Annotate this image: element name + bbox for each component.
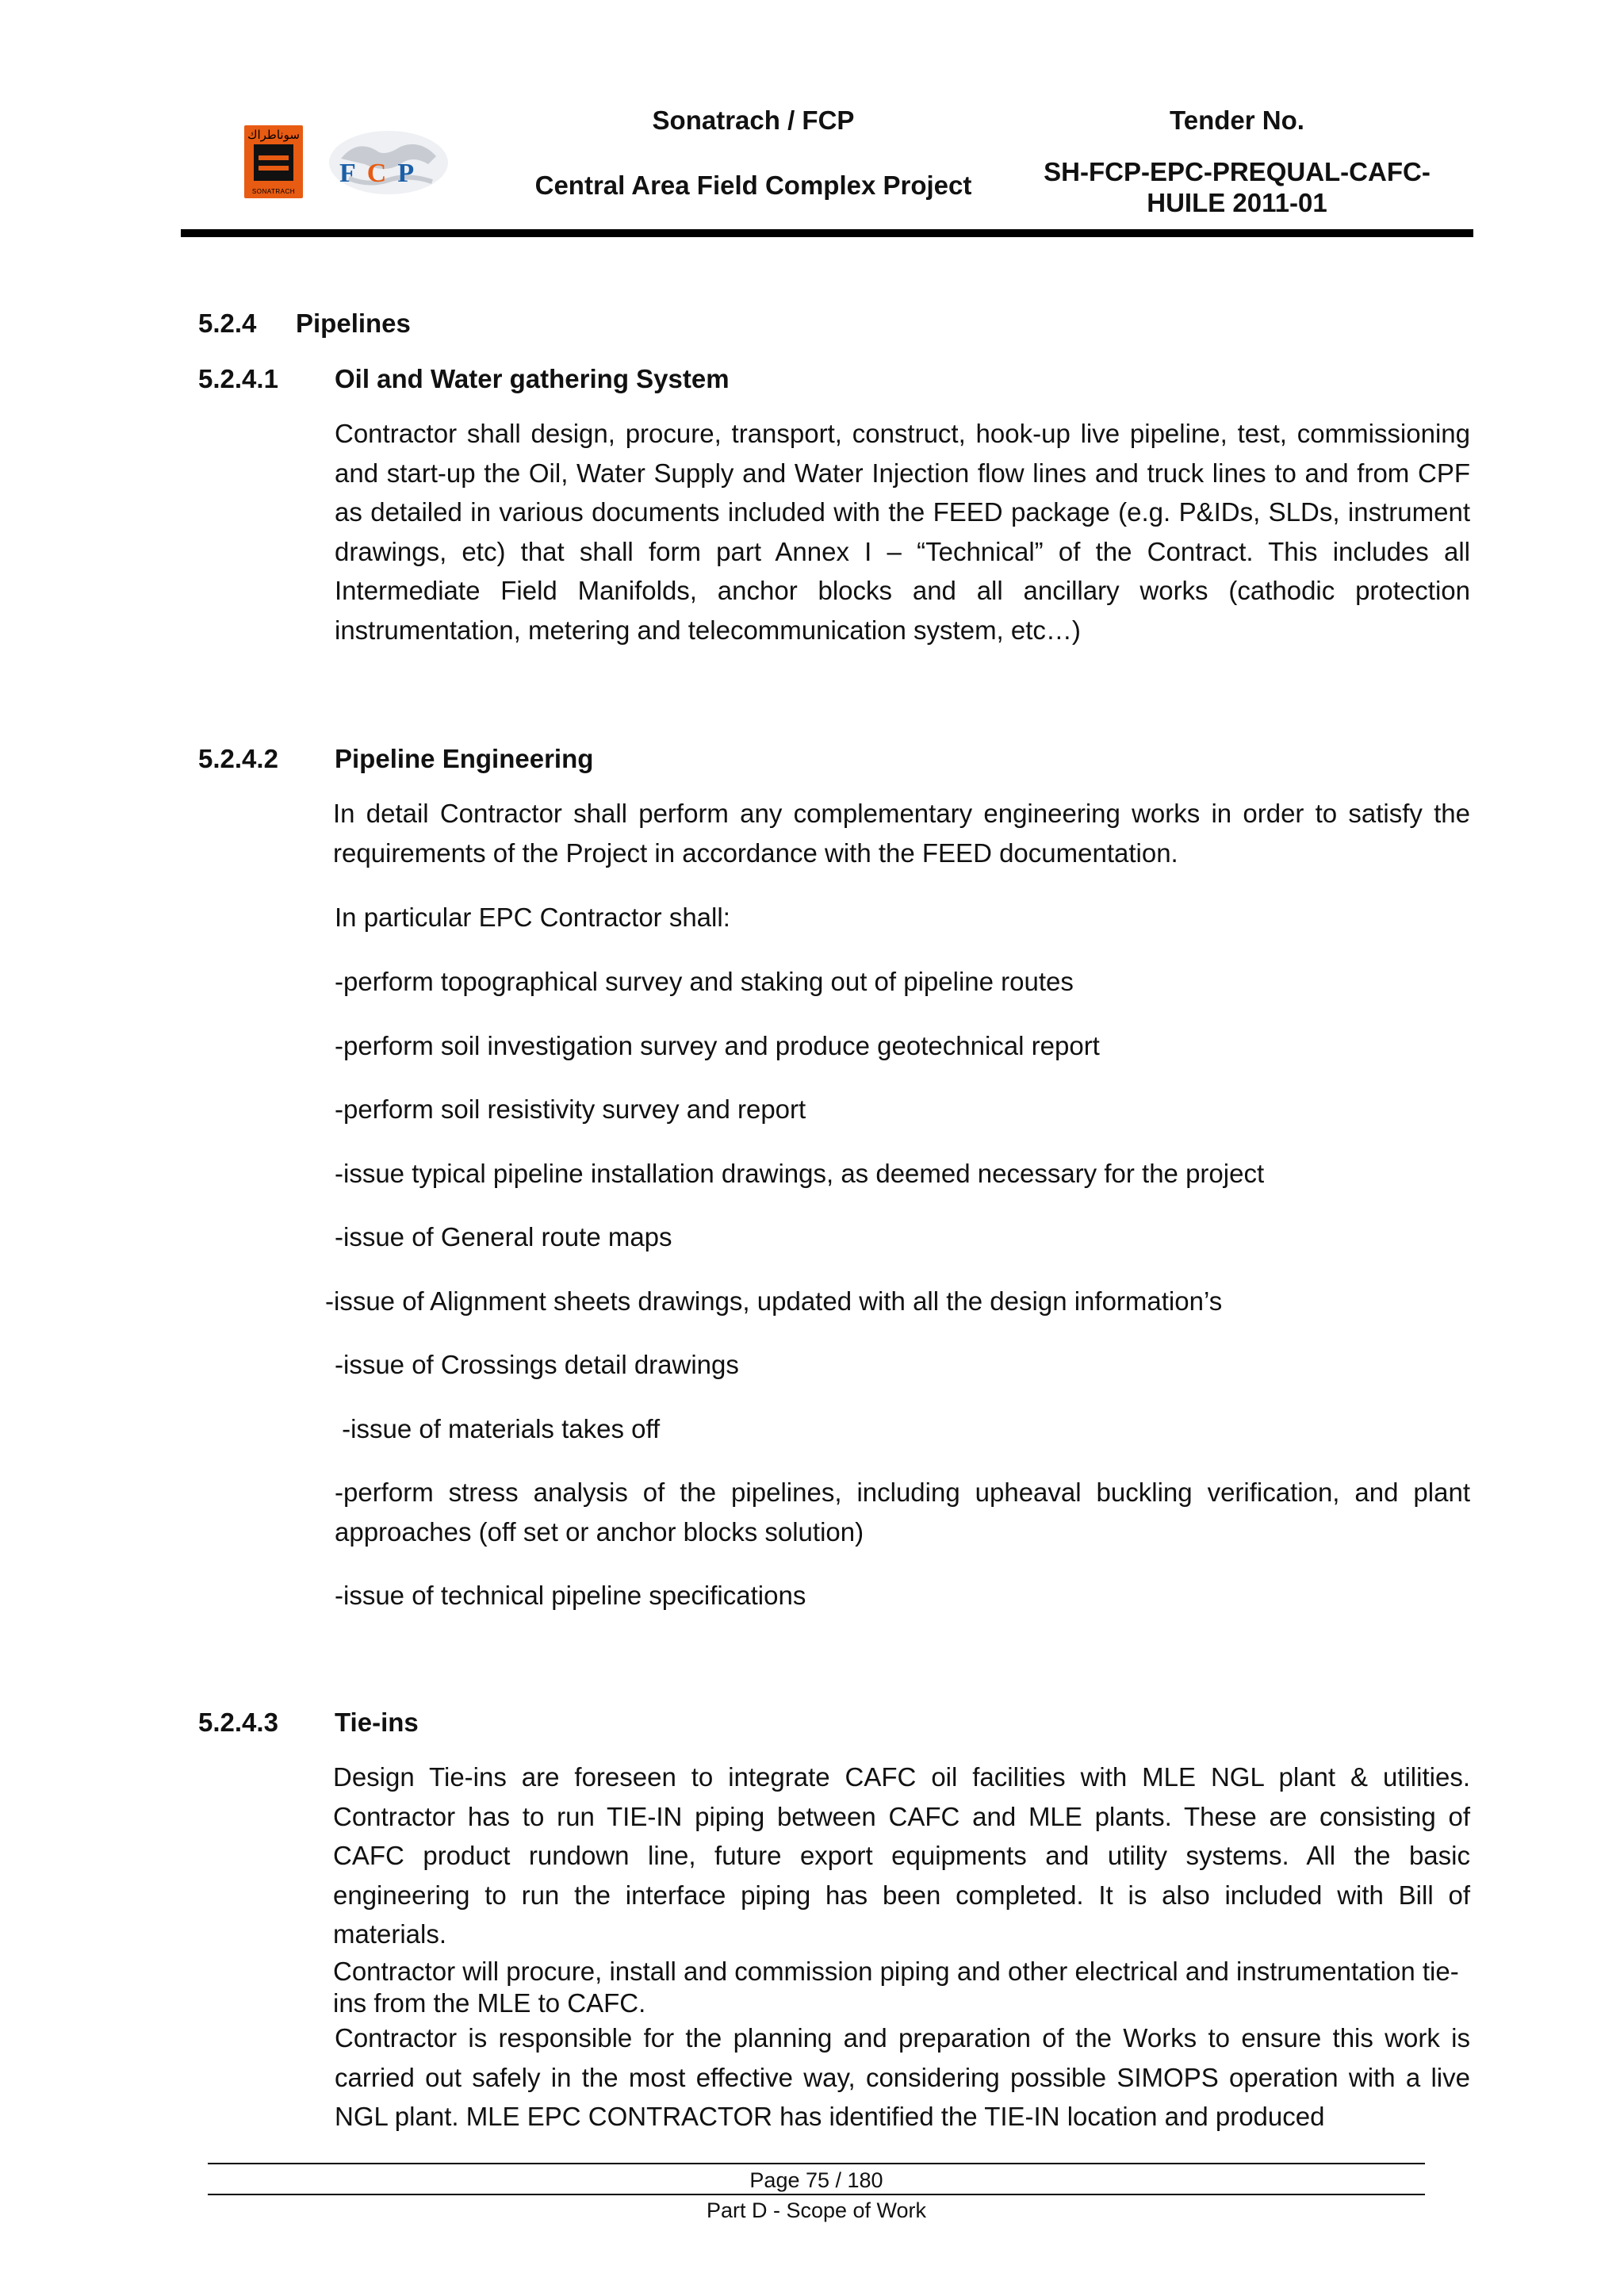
footer-rule-top [208,2163,1425,2164]
list-item: -perform topographical survey and staking out of pipeline routes [335,967,1074,996]
list-item: -issue of materials takes off [335,1414,661,1443]
sonatrach-logo-text: SONATRACH [251,188,296,195]
header-project: Central Area Field Complex Project [534,171,972,200]
subsection-number: 5.2.4.3 [198,1708,278,1737]
list-item: -issue of Alignment sheets drawings, updated with all the design information’s [325,1286,1223,1316]
list-item: -issue of technical pipeline specifications [335,1581,806,1610]
footer-page-number: Page 75 / 180 [749,2168,883,2192]
paragraph: Contractor will procure, install and commission piping and other electrical and instrumentation tie-ins from the MLE to CAFC. [333,1957,1459,2018]
subsection-title: Tie-ins [335,1708,419,1737]
paragraph: Contractor shall design, procure, transport, construct, hook-up live pipeline, test, commissioning and start-up the Oil, Water Supply and Water Injection flow lines and truck lines to and from CPF as detailed in various documents included with the FEED package (e.g. P&IDs, SLDs, instrument drawings, etc) that shall form part Annex I – “Technical” of the Contract. This includes all Intermediate Field Manifolds, anchor blocks and all ancillary works (cathodic protection instrumentation, metering and telecommunication system, etc…) [335,419,1470,645]
section-number: 5.2.4 [198,309,257,338]
subsection-number: 5.2.4.1 [198,364,278,393]
list-item: -perform stress analysis of the pipelines, including upheaval buckling verification, and plant approaches (off set or anchor blocks solution) [335,1478,1470,1547]
paragraph: In detail Contractor shall perform any complementary engineering works in order to satisfy the requirements of the Project in accordance with the FEED documentation. [333,799,1470,868]
header-divider [181,229,1473,237]
subsection-title: Pipeline Engineering [335,744,594,773]
paragraph: Design Tie-ins are foreseen to integrate CAFC oil facilities with MLE NGL plant & utilities. Contractor has to run TIE-IN piping between CAFC and MLE plants. These are consisting of CAFC product rundown line, future export equipments and utility systems. All the basic engineering to run the interface piping has been completed. It is also included with Bill of materials. [333,1762,1470,1949]
list-item: -issue of Crossings detail drawings [335,1350,739,1379]
footer-part: Part D - Scope of Work [706,2198,927,2222]
sonatrach-logo [244,125,303,198]
header-tender-number: SH-FCP-EPC-PREQUAL-CAFC-HUILE 2011-01 [1044,157,1431,217]
sonatrach-logo-arabic: سوناطراك [247,128,300,142]
section-title: Pipelines [296,309,411,338]
list-item: -perform soil resistivity survey and report [335,1094,806,1124]
fcp-logo [325,127,452,202]
fcp-logo-letters: FCP [339,159,426,188]
footer-rule-bottom [208,2194,1425,2195]
header-tender-label: Tender No. [1170,105,1304,135]
subsection-title: Oil and Water gathering System [335,364,730,393]
paragraph: In particular EPC Contractor shall: [335,903,730,932]
list-item: -perform soil investigation survey and produce geotechnical report [335,1031,1100,1060]
subsection-number: 5.2.4.2 [198,744,278,773]
list-item: -issue of General route maps [335,1222,672,1251]
paragraph: Contractor is responsible for the planning and preparation of the Works to ensure this work is carried out safely in the most effective way, considering possible SIMOPS operation with a live NGL plant. MLE EPC CONTRACTOR has identified the TIE-IN location and produced [335,2023,1470,2131]
list-item: -issue typical pipeline installation drawings, as deemed necessary for the project [335,1159,1265,1188]
header-company: Sonatrach / FCP [652,105,855,135]
sonatrach-logo-mark [254,144,293,181]
